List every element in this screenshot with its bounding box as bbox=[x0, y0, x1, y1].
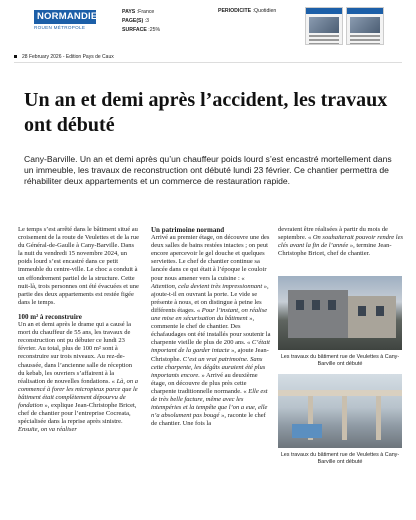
pages-value: :3 bbox=[144, 18, 150, 24]
edition-dateline bbox=[14, 54, 114, 60]
article-column-2 bbox=[151, 226, 271, 428]
pages-label: PAGE(S) bbox=[122, 18, 144, 24]
interior-scaffolding-photo bbox=[278, 374, 402, 448]
surface-label: SURFACE bbox=[122, 27, 147, 33]
quote: Ensuite, on va réaliser bbox=[18, 426, 77, 434]
logo-subtitle: ROUEN MÉTROPOLE bbox=[34, 25, 86, 30]
quote: Elle est de très belle facture, même avec les intempéries et la tempête que l’on a eue, elle n’a absolument pas bougé bbox=[151, 387, 268, 420]
paragraph: devraient être réalisées à partir du mois de septembre. « On souhaiterait pouvoir rendre les clés avant la fin de l’année », termine Jean-Christophe Bricet, chef de chantier. bbox=[278, 226, 403, 258]
press-metadata bbox=[122, 8, 160, 35]
pays-label: PAYS bbox=[122, 9, 136, 15]
quote: Pour l’instant, on réalise une mise en sécurisation du bâtiment bbox=[151, 306, 268, 323]
surface-value: :25% bbox=[148, 27, 161, 33]
quote: Là, on a commencé à forer les micropieux parce que le bâtiment était complètement dépourvu de fondation bbox=[18, 377, 139, 409]
article-lead: Cany-Barville. Un an et demi après qu’un chauffeur poids lourd s’est encastré mortellement dans un immeuble, les travaux de reconstruction ont débuté lundi 23 février. Ce chantier permettra de réhabiliter deux appartements et un commerce de restauration rapide. bbox=[24, 154, 392, 186]
periodicite-value: :Quotidien bbox=[252, 8, 277, 14]
photo-caption: Les travaux du bâtiment rue de Veulettes à Cany-Barville ont débuté bbox=[280, 452, 400, 465]
quote: Attention, cela devient très impressionnant bbox=[151, 282, 263, 290]
quote: C’était important de la garder intacte bbox=[151, 339, 270, 355]
subheading: Un patrimoine normand bbox=[151, 226, 225, 234]
publication-logo bbox=[34, 10, 96, 32]
dateline-text: 28 February 2026 - Edition Pays de Caux bbox=[22, 54, 114, 60]
newspaper-covers bbox=[305, 7, 385, 45]
building-facade-photo bbox=[278, 276, 402, 350]
logo-title: NORMANDIE bbox=[34, 10, 96, 24]
article-title: Un an et demi après l’accident, les travaux ont débuté bbox=[24, 89, 388, 136]
cover-thumbnail bbox=[346, 7, 384, 45]
subheading: 100 m² à reconstruire bbox=[18, 312, 82, 321]
article-column-1 bbox=[18, 226, 140, 434]
press-header bbox=[0, 0, 416, 52]
photo-caption: Les travaux du bâtiment rue de Veulettes à Cany-Barville ont débuté bbox=[280, 354, 400, 367]
bullet-icon bbox=[14, 55, 17, 58]
paragraph: Un an et demi après le drame qui a causé la mort du chauffeur de 55 ans, les travaux de reconstruction ont pu débuter ce lundi 23 février. Au total, plus de 100 m² sont à reconstruire sur trois niveaux. Au rez-de-chaussée, dans l’ancienne salle de réception du kebab, les ouvriers s’affairent à la réalisation de nouvelles fondations. « Là, on a commencé à forer les micropieux parce que le bâtiment était complètement dépourvu de fondation », explique Jean-Christophe Bricet, chef de chantier pour l’entreprise Cocreata, spécialisée dans la reprise après sinistre. Ensuite, on va réaliser bbox=[18, 321, 139, 434]
divider bbox=[14, 62, 402, 63]
quote: C’est un vrai patrimoine. Sans cette charpente, les dégâts auraient été plus importants encore. bbox=[151, 355, 266, 379]
periodicity bbox=[218, 8, 276, 14]
paragraph: Arrivé au premier étage, on découvre une des deux salles de bains restées intactes ; on peut encore apercevoir le gel douche et quelques serviettes. Le chef de chantier continue sa lancée dans ce qui était à l’époque le couloir pour nous amener vers la cuisine : « Attention, cela devient très impressionnant », ajoute-t-il en ouvrant la porte. Le vide se présente à nous, et on distingue à peine les différents étages. « Pour l’instant, on réalise une mise en sécurisation du bâtiment », commente le chef de chantier. Des échafaudages ont été installés pour soutenir la charpente vieille de plus de 200 ans. « C’était important de la garder intacte », ajoute Jean-Christophe. C’est un vrai patrimoine. Sans cette charpente, les dégâts auraient été plus importants encore. » Arrivé au deuxième étage, on découvre de plus près cette charpente traditionnelle normande. « Elle est de très belle facture, même avec les intempéries et la tempête que l’on a eue, elle n’a absolument pas bougé », raconte le chef de chantier. Une fois la bbox=[151, 234, 271, 428]
cover-thumbnail bbox=[305, 7, 343, 45]
pays-value: :France bbox=[136, 9, 155, 15]
periodicite-label: PERIODICITE bbox=[218, 8, 252, 14]
quote: On souhaiterait pouvoir rendre les clés avant la fin de l’année bbox=[278, 234, 403, 250]
article-column-3 bbox=[278, 226, 403, 258]
paragraph: Le temps s’est arrêté dans le bâtiment situé au croisement de la route de Veulettes et de la rue du Général-de-Gaulle à Cany-Barville. Dans la nuit du vendredi 15 novembre 2024, un poids lourd s’est encastré dans ce petit immeuble du centre-ville. Le choc a conduit à un effondrement partiel de la structure. Cette nuit-là, trois personnes ont été évacuées et une partie des deux appartements est restée figée dans le temps. bbox=[18, 226, 139, 306]
